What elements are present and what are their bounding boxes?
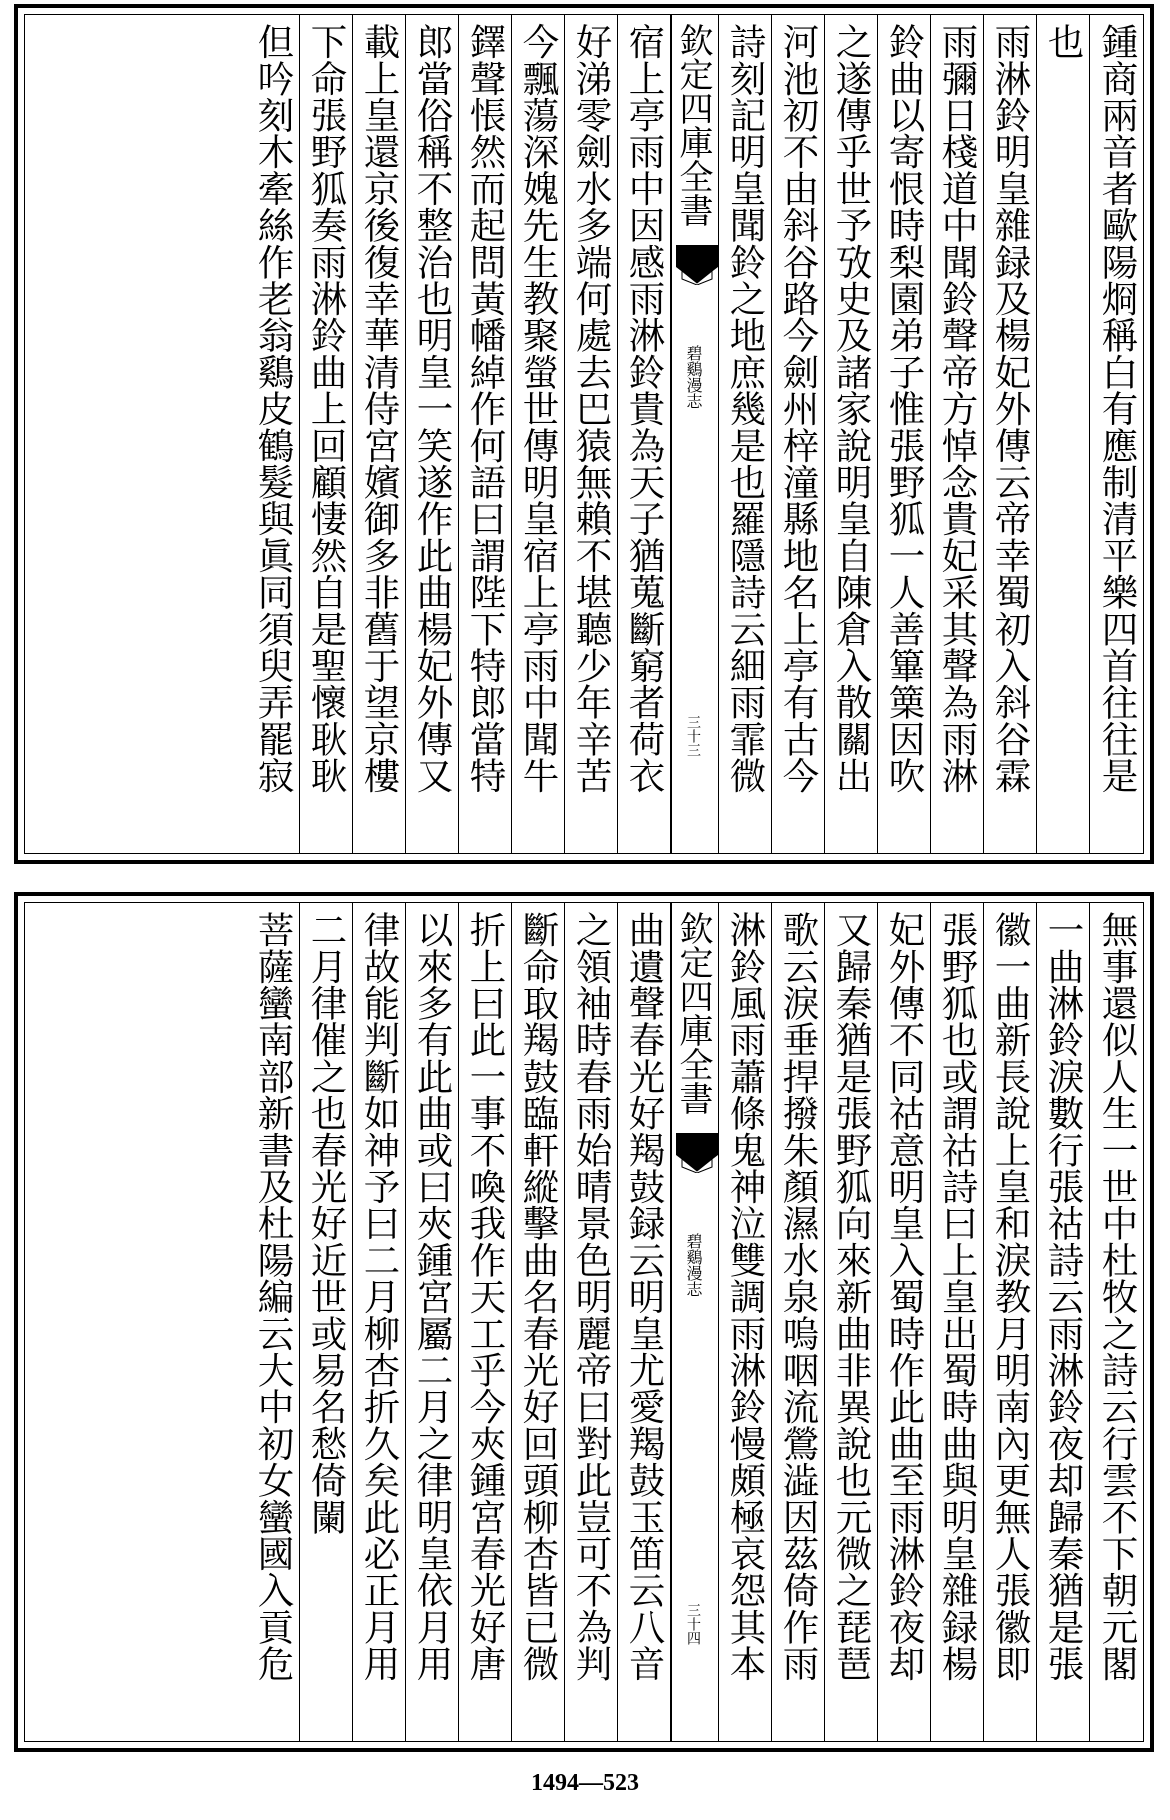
text-column: 斷命取羯鼓臨軒縱擊曲名春光好回頭柳杏皆已微: [512, 903, 565, 1741]
text-column: 雨淋鈴明皇雜録及楊妃外傳云帝幸蜀初入斜谷霖: [984, 15, 1037, 853]
folio-number: 三十四: [685, 1603, 701, 1645]
text-column: 今飄蕩深媿先生教聚螢世傳明皇宿上亭雨中聞牛: [512, 15, 565, 853]
text-column: 妃外傳不同祜意明皇入蜀時作此曲至雨淋鈴夜却: [878, 903, 931, 1741]
folio-number: 三十三: [685, 715, 701, 757]
center-fold: [671, 15, 719, 853]
text-column: 河池初不由斜谷路今劍州梓潼縣地名上亭有古今: [772, 15, 825, 853]
text-column: 但吟刻木牽絲作老翁鷄皮鶴髮與眞同須臾弄罷寂: [247, 15, 300, 853]
text-column: 下命張野狐奏雨淋鈴曲上回顧悽然自是聖懷耿耿: [300, 15, 353, 853]
text-column: 好涕零劍水多端何處去巴猿無賴不堪聽少年辛苦: [565, 15, 618, 853]
text-column: 鈴曲以寄恨時梨園弟子惟張野狐一人善篳篥因吹: [878, 15, 931, 853]
book-subtitle: 碧鷄漫志: [684, 1233, 703, 1297]
page-frame: [24, 14, 1144, 854]
text-column: 淋鈴風雨蕭條鬼神泣雙調雨淋鈴慢頗極哀怨其本: [719, 903, 772, 1741]
text-column: 詩刻記明皇聞鈴之地庶幾是也羅隱詩云細雨霏微: [719, 15, 772, 853]
text-column: 鐸聲悵然而起問黃幡綽作何語曰謂陛下特郎當特: [459, 15, 512, 853]
text-column: 折上曰此一事不喚我作天工乎今夾鍾宮春光好唐: [459, 903, 512, 1741]
text-column: 載上皇還京後復幸華清侍宮嬪御多非舊于望京樓: [353, 15, 406, 853]
book-title: 欽定四庫全書: [673, 911, 713, 1115]
text-column: 曲遺聲春光好羯鼓録云明皇尤愛羯鼓玉笛云八音: [618, 903, 671, 1741]
book-title: 欽定四庫全書: [673, 23, 713, 227]
fishtail-mark-icon: [676, 1133, 718, 1173]
book-subtitle: 碧鷄漫志: [684, 345, 703, 409]
text-column: 以來多有此曲或曰夾鍾宮屬二月之律明皇依月用: [406, 903, 459, 1741]
text-column: 雨彌日棧道中聞鈴聲帝方悼念貴妃采其聲為雨淋: [931, 15, 984, 853]
text-column: 鍾商兩音者歐陽烱稱白有應制清平樂四首往往是: [1096, 23, 1139, 794]
text-column: 律故能判斷如神予曰二月柳杏折久矣此必正月用: [353, 903, 406, 1741]
text-column: 菩薩蠻南部新書及杜陽編云大中初女蠻國入貢危: [247, 903, 300, 1741]
fishtail-mark-icon: [676, 245, 718, 285]
text-column: 二月律催之也春光好近世或易名愁倚闌: [300, 903, 353, 1741]
text-column: 也: [1037, 15, 1090, 853]
text-column: 歌云淚垂捍撥朱顏濕水泉嗚咽流鶯澁因茲倚作雨: [772, 903, 825, 1741]
page-footer-number: 1494—523: [531, 1770, 639, 1796]
page-bottom: [14, 892, 1154, 1752]
text-column: 無事還似人生一世中杜牧之詩云行雲不下朝元閣: [1096, 911, 1139, 1682]
text-column: 又歸秦猶是張野狐向來新曲非異說也元微之琵琶: [825, 903, 878, 1741]
text-column: 張野狐也或謂祜詩曰上皇出蜀時曲與明皇雜録楊: [931, 903, 984, 1741]
text-column: 之遂傳乎世予攷史及諸家說明皇自陳倉入散關出: [825, 15, 878, 853]
text-column: 郎當俗稱不整治也明皇一笑遂作此曲楊妃外傳又: [406, 15, 459, 853]
page-top: [14, 4, 1154, 864]
page-frame: [24, 902, 1144, 1742]
center-fold: [671, 903, 719, 1741]
text-column: 之領袖時春雨始晴景色明麗帝曰對此豈可不為判: [565, 903, 618, 1741]
text-column: 一曲淋鈴淚數行張祜詩云雨淋鈴夜却歸秦猶是張: [1037, 903, 1090, 1741]
text-column: 宿上亭雨中因感雨淋鈴貴為天子猶蒐斷窮者荷衣: [618, 15, 671, 853]
text-column: 徽一曲新長說上皇和淚教月明南內更無人張徽即: [984, 903, 1037, 1741]
